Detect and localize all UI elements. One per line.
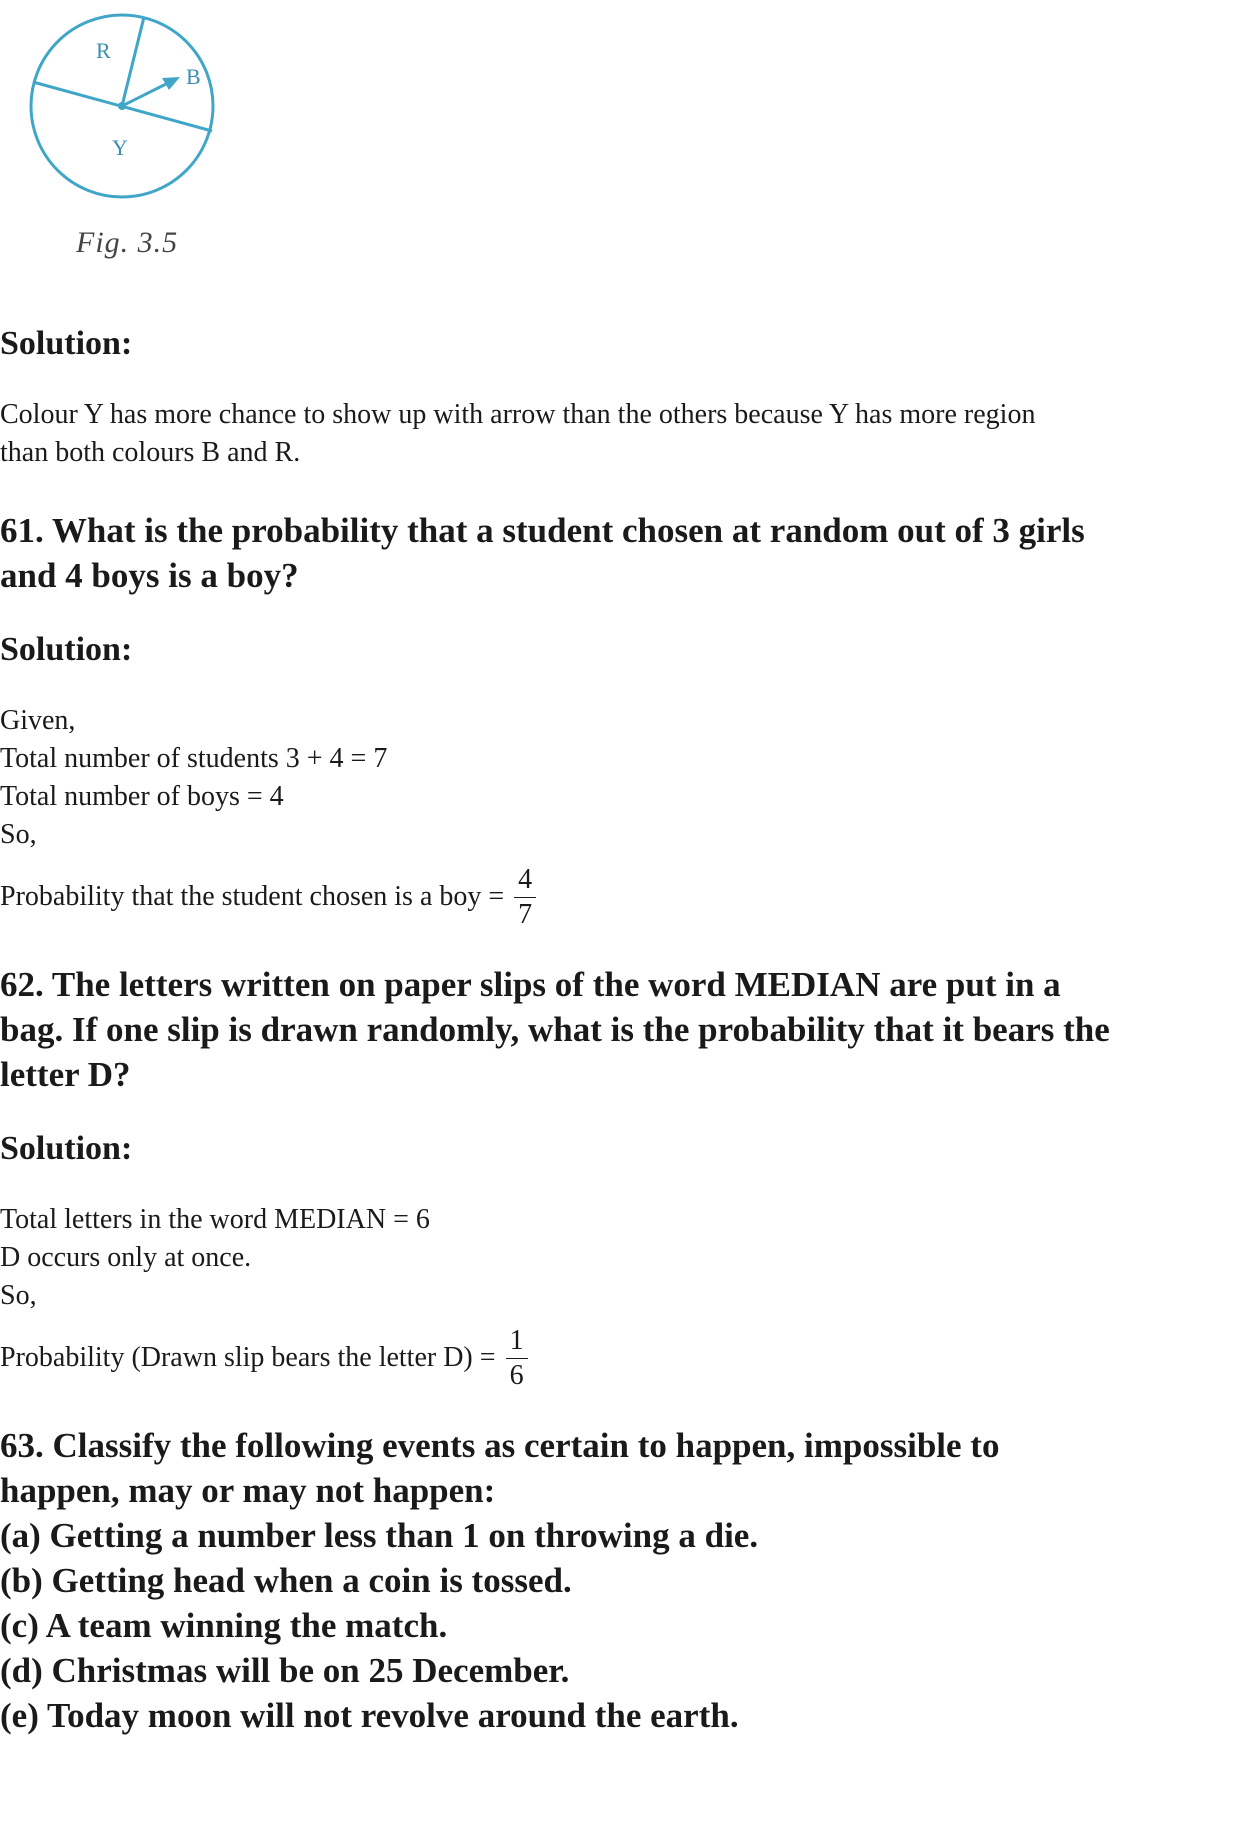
solution-61-line: Given, [0,705,76,736]
question-62-line3: letter D? [0,1055,131,1094]
result-62-text: Probability (Drawn slip bears the letter D) = [0,1342,496,1373]
solution-text-60-line1: Colour Y has more chance to show up with arrow than the others because Y has more region [0,399,1036,430]
question-63-item: (e) Today moon will not revolve around the earth. [0,1696,739,1735]
solution-heading-60: Solution: [0,325,133,362]
solution-61-line: Total number of boys = 4 [0,781,284,812]
spinner-diagram [14,8,234,208]
fraction-62 [506,1324,528,1393]
spinner-center [118,102,126,110]
fraction-61 [514,863,536,932]
question-61-line2: and 4 boys is a boy? [0,556,299,595]
question-63-item: (a) Getting a number less than 1 on throwing a die. [0,1516,759,1555]
question-63-item: (d) Christmas will be on 25 December. [0,1651,570,1690]
figure-caption: Fig. 3.5 [76,226,179,259]
solution-text-60-line2: than both colours B and R. [0,437,301,468]
question-63-item: (b) Getting head when a coin is tossed. [0,1561,572,1600]
solution-61-result [0,854,1235,940]
question-61-line1: 61. What is the probability that a student chosen at random out of 3 girls [0,511,1085,550]
spinner-radius-line [122,17,144,106]
fraction-denominator: 6 [509,1359,524,1391]
solution-heading-62: Solution: [0,1130,133,1167]
fraction-numerator: 1 [506,1324,528,1359]
label-b: B [186,64,201,89]
question-63-line2: happen, may or may not happen: [0,1471,496,1510]
solution-61-line: So, [0,819,37,850]
fraction-denominator: 7 [518,898,533,930]
solution-62-result [0,1315,1235,1401]
solution-61-line: Total number of students 3 + 4 = 7 [0,743,388,774]
solution-62-line: Total letters in the word MEDIAN = 6 [0,1204,430,1235]
question-62-line1: 62. The letters written on paper slips of the word MEDIAN are put in a [0,965,1061,1004]
label-r: R [96,38,111,63]
question-63-line1: 63. Classify the following events as certain to happen, impossible to [0,1426,1000,1465]
fraction-numerator: 4 [514,863,536,898]
solution-heading-61: Solution: [0,631,133,668]
question-62-line2: bag. If one slip is drawn randomly, what is the probability that it bears the [0,1010,1110,1049]
page-content [0,322,1235,1738]
solution-62-line: So, [0,1280,37,1311]
spinner-figure [14,8,234,208]
result-61-text: Probability that the student chosen is a boy = [0,881,505,912]
solution-62-line: D occurs only at once. [0,1242,252,1273]
question-63-item: (c) A team winning the match. [0,1606,448,1645]
label-y: Y [112,135,128,160]
